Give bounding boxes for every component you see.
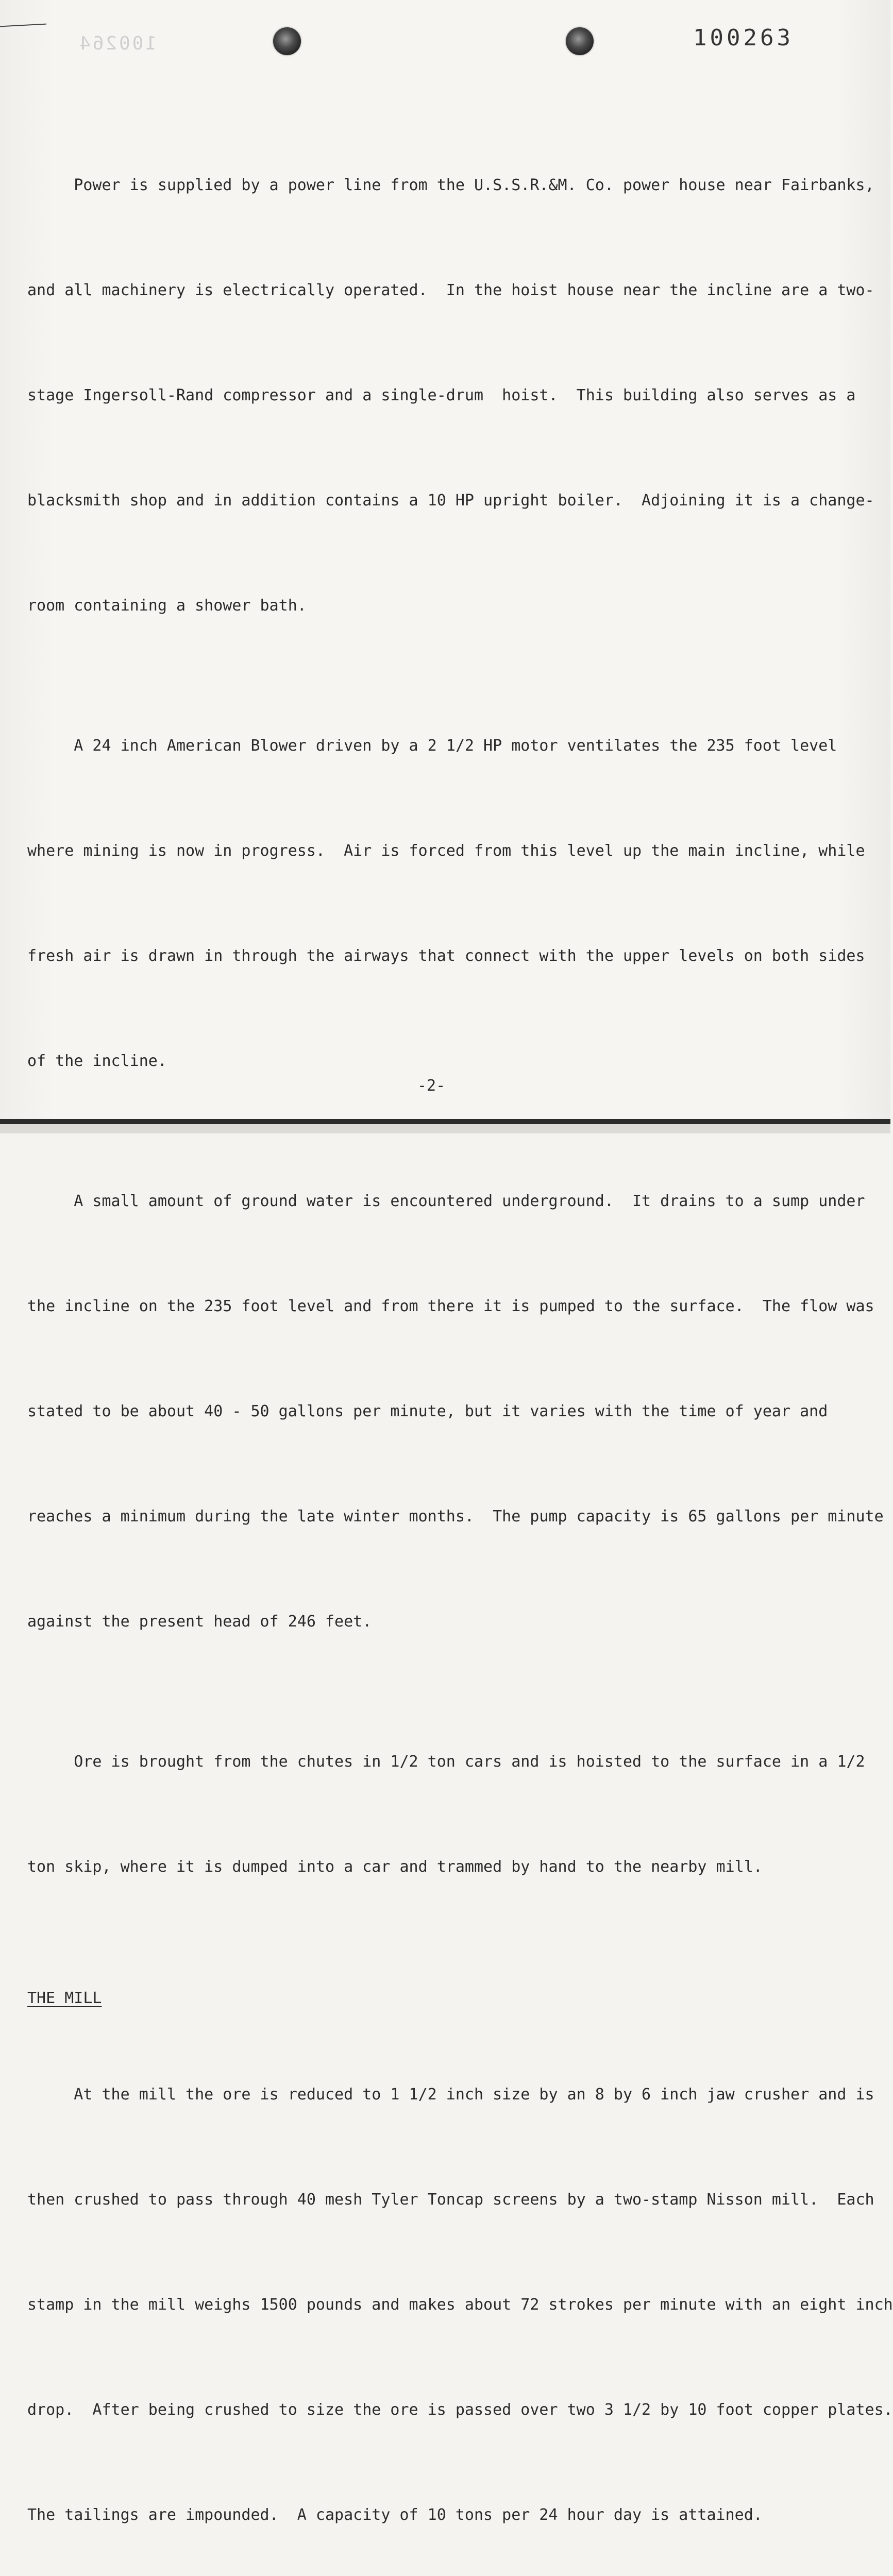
text-line: fresh air is drawn in through the airways that connect with the upper levels on both sides	[27, 947, 865, 965]
text-line: where mining is now in progress. Air is forced from this level up the main incline, while	[27, 842, 865, 860]
scan-mark	[0, 24, 46, 27]
text-line: against the present head of 246 feet.	[27, 1613, 372, 1631]
text-line: blacksmith shop and in addition contains a 10 HP upright boiler. Adjoining it is a change-	[27, 492, 874, 510]
scan-bottom-margin	[0, 1124, 890, 1133]
text-line: room containing a shower bath.	[27, 597, 307, 615]
punch-hole-left	[273, 27, 301, 55]
text-line: At the mill the ore is reduced to 1 1/2 inch size by an 8 by 6 inch jaw crusher and is	[27, 2086, 874, 2104]
page-number: -2-	[417, 1077, 446, 1095]
text-line: then crushed to pass through 40 mesh Tyler Toncap screens by a two-stamp Nisson mill. Each	[27, 2191, 874, 2209]
text-line: Ore is brought from the chutes in 1/2 ton cars and is hoisted to the surface in a 1/2	[27, 1753, 865, 1771]
text-line: and all machinery is electrically operated. In the hoist house near the incline are a two-	[27, 281, 874, 299]
text-line: Power is supplied by a power line from the U.S.S.R.&M. Co. power house near Fairbanks,	[27, 176, 874, 194]
punch-hole-right	[566, 27, 594, 55]
text-line: stated to be about 40 - 50 gallons per minute, but it varies with the time of year and	[27, 1402, 828, 1420]
text-line: stage Ingersoll-Rand compressor and a single-drum hoist. This building also serves as a	[27, 386, 856, 404]
text-line: stamp in the mill weighs 1500 pounds and makes about 72 strokes per minute with an eight inch	[27, 2296, 893, 2314]
text-line: the incline on the 235 foot level and from there it is pumped to the surface. The flow was	[27, 1297, 874, 1315]
section-heading-mill: THE MILL	[27, 1989, 102, 2007]
doc-number: 100263	[693, 25, 794, 51]
scan-bottom-edge	[0, 1119, 890, 1124]
body-text	[27, 63, 893, 2576]
text-line: reaches a minimum during the late winter months. The pump capacity is 65 gallons per minute	[27, 1507, 884, 1526]
text-line: The tailings are impounded. A capacity of 10 tons per 24 hour day is attained.	[27, 2506, 763, 2524]
text-line: ton skip, where it is dumped into a car and trammed by hand to the nearby mill.	[27, 1858, 763, 1876]
text-line: A 24 inch American Blower driven by a 2 1/2 HP motor ventilates the 235 foot level	[27, 737, 837, 755]
ghost-doc-number: 100264	[77, 33, 157, 54]
text-line: of the incline.	[27, 1052, 167, 1070]
text-line: A small amount of ground water is encountered underground. It drains to a sump under	[27, 1192, 865, 1210]
text-line: drop. After being crushed to size the ore is passed over two 3 1/2 by 10 foot copper plates.	[27, 2401, 893, 2419]
